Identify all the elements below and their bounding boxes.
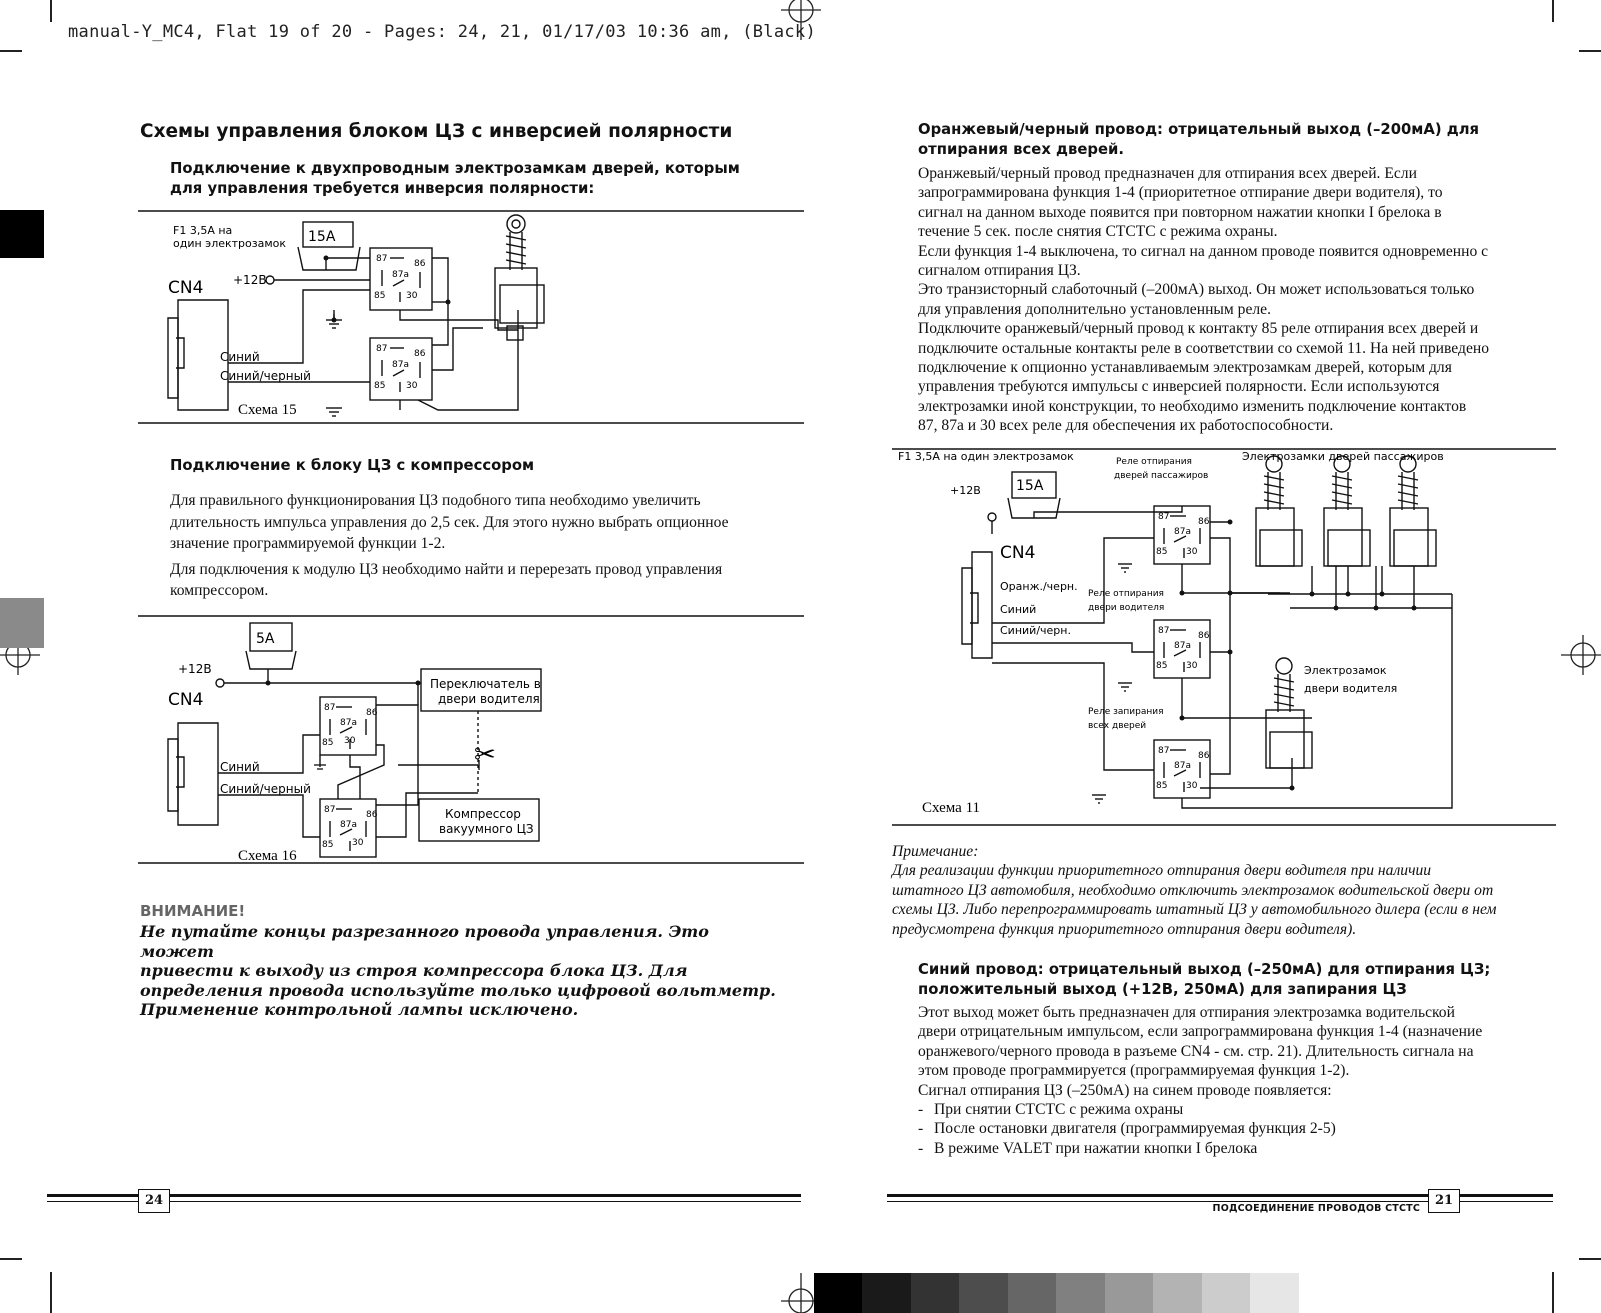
switch-label: двери водителя bbox=[438, 692, 540, 706]
svg-text:85: 85 bbox=[374, 381, 386, 391]
warning-title: ВНИМАНИЕ! bbox=[140, 902, 246, 920]
list-item: - При снятии СТСТС с режима охраны bbox=[918, 1100, 1558, 1119]
svg-text:87: 87 bbox=[376, 344, 388, 354]
svg-text:87a: 87a bbox=[392, 360, 409, 370]
note-title: Примечание: bbox=[892, 843, 979, 860]
section-heading: Оранжевый/черный провод: отрицательный выход (–200мА) для отпирания всех дверей. bbox=[918, 121, 1480, 158]
svg-text:87: 87 bbox=[324, 805, 336, 815]
wiring-diagram-15 bbox=[138, 210, 804, 426]
wire-label: Синий bbox=[220, 350, 260, 364]
paragraph: Для правильного функционирования ЦЗ подобного типа необходимо увеличить длительность импульса управления до 2,5 сек. Для этого нужно выбрать опционное значение программируемой функции 1-2. bbox=[170, 492, 729, 552]
svg-text:86: 86 bbox=[414, 349, 426, 359]
svg-text:86: 86 bbox=[366, 708, 378, 718]
svg-text:85: 85 bbox=[1156, 547, 1168, 557]
svg-text:87a: 87a bbox=[392, 270, 409, 280]
plus12-label: +12В bbox=[950, 484, 981, 497]
fuse-label: один электрозамок bbox=[173, 237, 287, 250]
chapter-tab-black bbox=[0, 210, 44, 258]
section-body: Этот выход может быть предназначен для отпирания электрозамка водительской двери отрицательным импульсом, если запрограммирована функция 1-4 (назначение оранжевого/черного провода в разъеме CN4 - см. стр. 21). Длительность сигнала на этом проводе программируется (программируемая функция 1-2). Сигнал отпирания ЦЗ (–250мА) на синем проводе появляется: - При снятии СТСТС с режима охраны - После остановки двигателя (программируемая функция 2-5) - В режиме VALET при нажатии кнопки I брелока bbox=[918, 1003, 1558, 1158]
svg-text:85: 85 bbox=[1156, 781, 1168, 791]
fuse-label: F1 3,5А на один электрозамок bbox=[898, 450, 1074, 463]
crop-mark bbox=[50, 1272, 52, 1313]
svg-text:30: 30 bbox=[1186, 661, 1198, 671]
svg-text:30: 30 bbox=[352, 838, 364, 848]
svg-text:87: 87 bbox=[1158, 626, 1170, 636]
driver-lock-label: двери водителя bbox=[1304, 682, 1398, 695]
svg-text:✂: ✂ bbox=[474, 740, 496, 770]
section-body bbox=[170, 490, 770, 602]
svg-text:30: 30 bbox=[1186, 781, 1198, 791]
svg-text:86: 86 bbox=[1198, 751, 1210, 761]
relay-label: дверей пассажиров bbox=[1114, 471, 1209, 481]
relay-label: Реле запирания bbox=[1088, 707, 1164, 717]
wire-label: Синий/черный bbox=[220, 782, 311, 796]
svg-text:30: 30 bbox=[406, 381, 418, 391]
svg-text:86: 86 bbox=[414, 259, 426, 269]
fuse-rating: 15A bbox=[308, 229, 336, 245]
crop-mark bbox=[0, 1258, 22, 1260]
color-swatch bbox=[959, 1273, 1008, 1313]
section-heading: Подключение к двухпроводным электрозамкам дверей, которым для управления требуется инверсия полярности: bbox=[170, 160, 740, 197]
svg-text:30: 30 bbox=[1186, 547, 1198, 557]
svg-text:87: 87 bbox=[324, 703, 336, 713]
svg-text:30: 30 bbox=[344, 736, 356, 746]
svg-text:87a: 87a bbox=[1174, 641, 1191, 651]
color-swatch bbox=[1008, 1273, 1057, 1313]
relay-label: Реле отпирания bbox=[1116, 457, 1192, 467]
wire-label: Синий/черн. bbox=[1000, 624, 1071, 637]
section-heading: Синий провод: отрицательный выход (–250мА) для отпирания ЦЗ; положительный выход (+12В, 250мА) для запирания ЦЗ bbox=[918, 961, 1491, 998]
crop-mark bbox=[1579, 50, 1601, 52]
svg-text:87: 87 bbox=[1158, 746, 1170, 756]
wire-label: Синий bbox=[220, 760, 260, 774]
color-swatch bbox=[1153, 1273, 1202, 1313]
crop-mark bbox=[50, 0, 52, 22]
svg-text:85: 85 bbox=[374, 291, 386, 301]
svg-text:87a: 87a bbox=[340, 718, 357, 728]
color-swatch bbox=[1056, 1273, 1105, 1313]
crop-mark bbox=[1579, 1258, 1601, 1260]
footer-title: ПОДСОЕДИНЕНИЕ ПРОВОДОВ СТСТС bbox=[1212, 1203, 1420, 1214]
svg-text:87a: 87a bbox=[1174, 527, 1191, 537]
color-swatch bbox=[1105, 1273, 1154, 1313]
svg-text:86: 86 bbox=[1198, 631, 1210, 641]
wire-label: Оранж./черн. bbox=[1000, 580, 1078, 593]
scissors-icon bbox=[474, 740, 496, 770]
connector-label: CN4 bbox=[168, 278, 204, 298]
wiring-diagram-11 bbox=[892, 448, 1556, 828]
color-swatch bbox=[814, 1273, 863, 1313]
chapter-tab-gray bbox=[0, 598, 44, 648]
svg-text:30: 30 bbox=[406, 291, 418, 301]
section-body: Оранжевый/черный провод предназначен для отпирания всех дверей. Если запрограммирована функция 1-4 (приоритетное отпирание двери водителя), то сигнал на данном выходе появится при повторном нажатии кнопки I брелока в течение 5 сек. после снятия СТСТС с режима охраны. Если функция 1-4 выключена, то сигнал на данном проводе появится одновременно с сигналом отпирания ЦЗ. Это транзисторный слаботочный (–200мА) выход. Он может использоваться только для управления дополнительно установленным реле. Подключите оранжевый/черный провод к контакту 85 реле отпирания всех дверей и подключите остальные контакты реле в соответствии со схемой 11. На ней приведено подключение к опционно устанавливаемым электрозамкам дверей, которым для управления требуются импульсы с инверсией полярности. Если используются электрозамки иной конструкции, то необходимо изменить подключение контактов 87, 87a и 30 всех реле для обеспечения их работоспособности. bbox=[918, 165, 1490, 435]
plus12-label: +12В bbox=[178, 662, 212, 676]
svg-text:87a: 87a bbox=[1174, 761, 1191, 771]
page-number: 21 bbox=[1428, 1189, 1460, 1213]
list-item: - В режиме VALET при нажатии кнопки I брелока bbox=[918, 1139, 1558, 1158]
figure-caption: Схема 11 bbox=[922, 800, 981, 816]
figure-caption: Схема 15 bbox=[238, 402, 297, 418]
crop-mark bbox=[1552, 0, 1554, 22]
svg-text:85: 85 bbox=[322, 738, 334, 748]
color-swatch bbox=[1202, 1273, 1251, 1313]
svg-text:86: 86 bbox=[366, 810, 378, 820]
fuse-rating: 15A bbox=[1016, 478, 1044, 494]
connector-label: CN4 bbox=[168, 690, 204, 710]
passenger-locks-label: Электрозамки дверей пассажиров bbox=[1242, 450, 1444, 463]
print-info: manual-Y_MC4, Flat 19 of 20 - Pages: 24, 21, 01/17/03 10:36 am, (Black) bbox=[68, 22, 816, 42]
switch-label: Переключатель в bbox=[430, 677, 541, 691]
crop-mark bbox=[0, 50, 22, 52]
svg-text:86: 86 bbox=[1198, 517, 1210, 527]
page-number: 24 bbox=[138, 1189, 170, 1213]
relay-label: всех дверей bbox=[1088, 721, 1147, 731]
svg-text:87a: 87a bbox=[340, 820, 357, 830]
plus12-label: +12В bbox=[233, 273, 267, 287]
driver-lock-label: Электрозамок bbox=[1304, 664, 1387, 677]
svg-text:87: 87 bbox=[1158, 512, 1170, 522]
wire-label: Синий/черный bbox=[220, 369, 311, 383]
registration-mark-right bbox=[1561, 630, 1601, 680]
compressor-label: Компрессор bbox=[445, 807, 521, 821]
color-swatch bbox=[1250, 1273, 1299, 1313]
svg-text:85: 85 bbox=[1156, 661, 1168, 671]
wiring-diagram-16 bbox=[138, 615, 804, 865]
relay-label: Реле отпирания bbox=[1088, 589, 1164, 599]
page-title: Схемы управления блоком ЦЗ с инверсией полярности bbox=[140, 121, 733, 142]
registration-mark-top bbox=[776, 0, 826, 40]
color-swatch bbox=[911, 1273, 960, 1313]
connector-label: CN4 bbox=[1000, 543, 1036, 563]
crop-mark bbox=[1552, 1272, 1554, 1313]
warning-text: Не путайте концы разрезанного провода управления. Это может привести к выходу из строя компрессора блока ЦЗ. Для определения провода используйте только цифровой вольтметр. Применение контрольной лампы исключено. bbox=[140, 922, 776, 1019]
fuse-rating: 5A bbox=[256, 631, 275, 647]
paragraph: Для подключения к модулю ЦЗ необходимо найти и перерезать провод управления компрессором. bbox=[170, 560, 723, 599]
compressor-label: вакуумного ЦЗ bbox=[439, 822, 534, 836]
relay-label: двери водителя bbox=[1088, 603, 1165, 613]
figure-caption: Схема 16 bbox=[238, 848, 297, 864]
bullet-list bbox=[918, 1100, 1558, 1158]
svg-text:87: 87 bbox=[376, 254, 388, 264]
section-heading: Подключение к блоку ЦЗ с компрессором bbox=[170, 457, 535, 474]
svg-text:85: 85 bbox=[322, 840, 334, 850]
terminal-12v bbox=[266, 276, 274, 284]
note: Примечание: Для реализации функции приоритетного отпирания двери водителя при наличии штатного ЦЗ автомобиля, необходимо отключить электрозамок водительской двери от схемы ЦЗ. Либо перепрограммировать штатный ЦЗ у автомобильного дилера (если в нем предусмотрена функция приоритетного отпирания двери водителя). bbox=[892, 842, 1552, 939]
fuse-label: F1 3,5А на bbox=[173, 224, 233, 237]
color-swatch bbox=[862, 1273, 911, 1313]
list-item: - После остановки двигателя (программируемая функция 2-5) bbox=[918, 1119, 1558, 1138]
wire-label: Синий bbox=[1000, 603, 1037, 616]
